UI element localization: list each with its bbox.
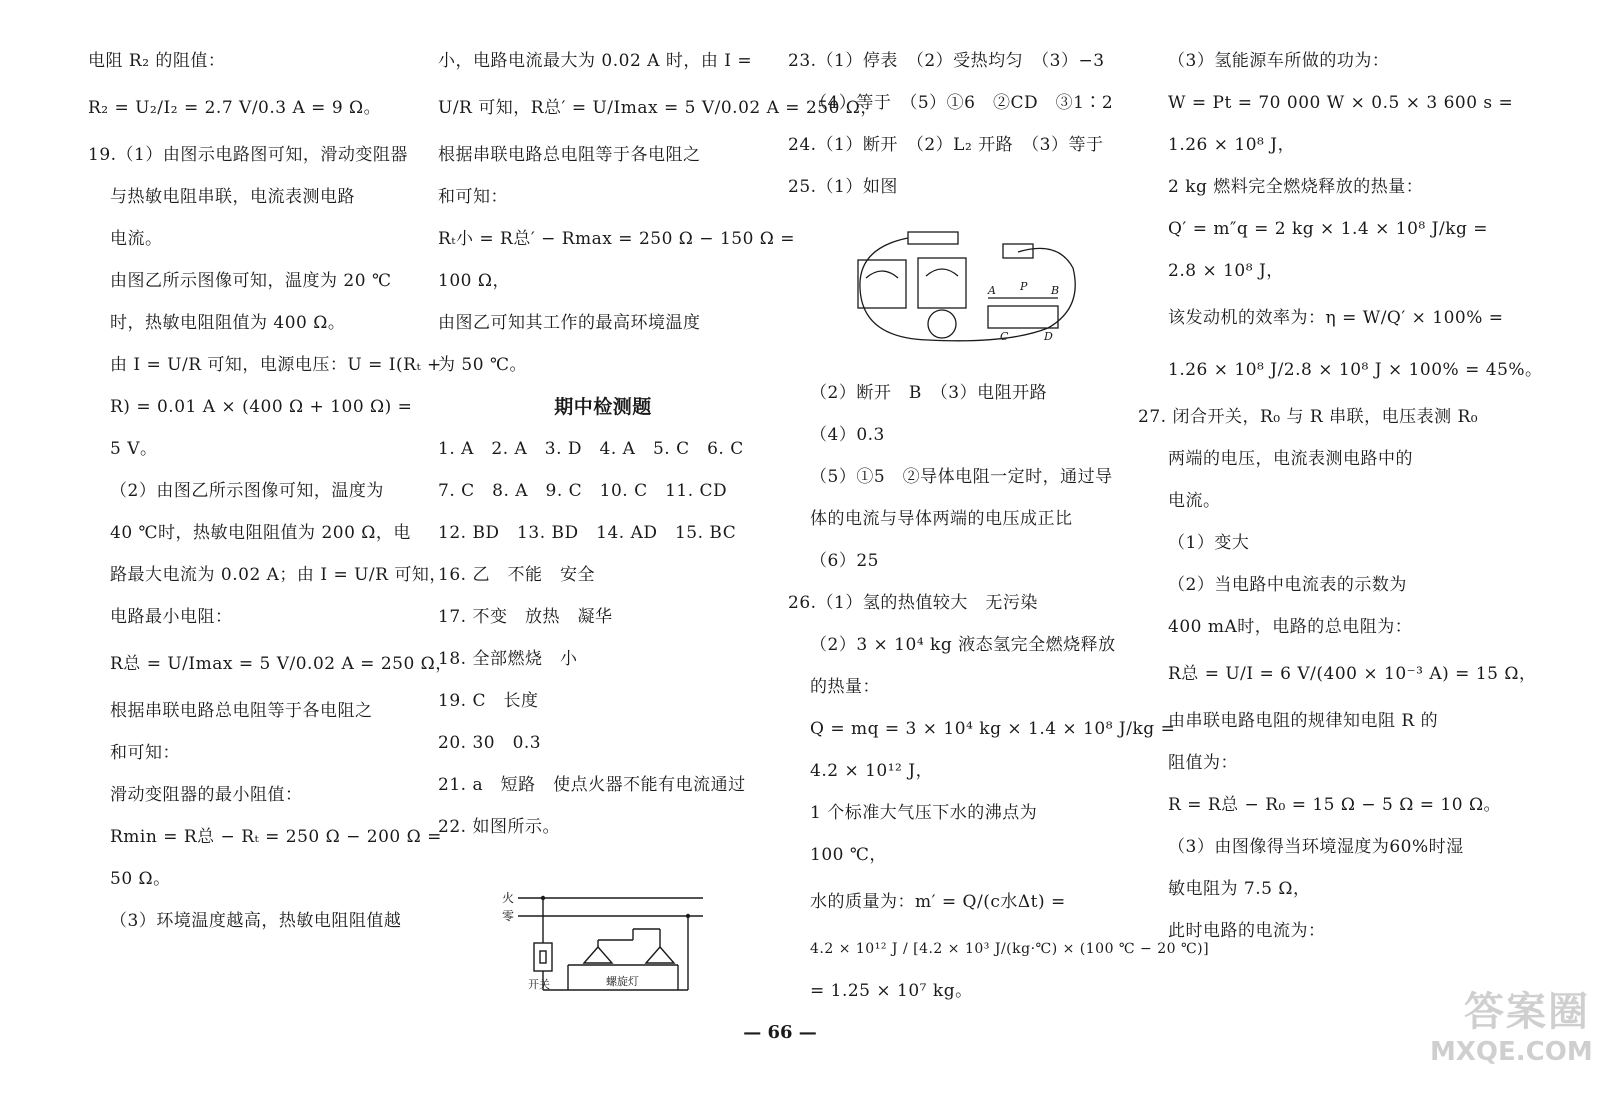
text-line: 与热敏电阻串联，电流表测电路 [110,187,355,207]
question-27-heading: 27. 闭合开关，R₀ 与 R 串联，电压表测 R₀ [1138,407,1479,427]
text-line: 根据串联电路总电阻等于各电阻之 [110,701,373,721]
switch-icon [1003,244,1033,258]
ammeter-scale [926,269,958,276]
text-line: 为 50 ℃。 [438,355,527,375]
equation-line: R) = 0.01 A × (400 Ω + 100 Ω) = [110,397,413,417]
answer-line: （2）断开 B （3）电阻开路 [810,383,1048,403]
switch-toggle [540,951,546,963]
equation-line: 1.26 × 10⁸ J/2.8 × 10⁸ J × 100% = 45%。 [1168,360,1543,380]
column-1 [88,40,453,942]
answer-line: 21. a 短路 使点火器不能有电流通过 [438,775,746,795]
text-line: 阻值为： [1168,753,1238,773]
equation-line: 路最大电流为 0.02 A；由 I = U/R 可知， [110,565,447,585]
text-line: 40 ℃时，热敏电阻阻值为 200 Ω，电 [110,523,411,543]
section-title: 期中检测题 [554,396,652,418]
text-line: 2 kg 燃料完全燃烧释放的热量： [1168,177,1424,197]
terminal-a-label: A [988,284,996,297]
equation-line: R = R总 − R₀ = 15 Ω − 5 Ω = 10 Ω。 [1168,795,1502,815]
text-line: 根据串联电路总电阻等于各电阻之 [438,145,701,165]
text-line: 时，热敏电阻阻值为 400 Ω。 [110,313,346,333]
junction-dot [541,896,545,900]
equation-line: Rₜ小 = R总′ − Rmax = 250 Ω − 150 Ω = [438,229,796,249]
equation-line: = 1.25 × 10⁷ kg。 [810,981,973,1001]
answer-line: 17. 不变 放热 凝华 [438,607,613,627]
answer-line: 18. 全部燃烧 小 [438,649,578,669]
text-line: 100 Ω， [438,271,510,291]
page-number: — 66 — [743,1022,817,1043]
text-line: （3）环境温度越高，热敏电阻阻值越 [110,911,402,931]
answer-line: 22. 如图所示。 [438,817,560,837]
answer-line: 23.（1）停表 （2）受热均匀 （3）−3 [788,51,1105,71]
answer-line: 7. C 8. A 9. C 10. C 11. CD [438,481,728,501]
voltmeter-icon [858,260,906,308]
text-line: 和可知： [110,743,180,763]
text-line: 400 mA时，电路的总电阻为： [1168,617,1413,637]
answer-line: 26.（1）氢的热值较大 无污染 [788,593,1038,613]
junction-dot [686,914,690,918]
text-line: 滑动变阻器的最小阻值： [110,785,303,805]
terminal-d-label: D [1044,330,1053,343]
text-line: 电路最小电阻： [110,607,233,627]
answer-line: 12. BD 13. BD 14. AD 15. BC [438,523,737,543]
answer-line: 体的电流与导体两端的电压成正比 [810,509,1073,529]
text-line: 1 个标准大气压下水的沸点为 [810,803,1038,823]
equation-line: W = Pt = 70 000 W × 0.5 × 3 600 s = [1168,93,1514,113]
column-4 [1138,40,1543,952]
watermark-text: 答案圈 [1464,989,1590,1035]
watermark-url: MXQE.COM [1430,1037,1593,1067]
answer-line: 16. 乙 不能 安全 [438,565,595,585]
question-19-heading: 19.（1）由图示电路图可知，滑动变阻器 [88,145,408,165]
text-line: 由串联电路电阻的规律知电阻 R 的 [1168,711,1439,731]
answer-line: （6）25 [810,551,879,571]
text-line: 电流。 [1168,491,1221,511]
equation-line: 由 I = U/R 可知，电源电压：U = I(Rₜ + [110,355,442,375]
equation-line: Q = mq = 3 × 10⁴ kg × 1.4 × 10⁸ J/kg = [810,719,1176,739]
text-line: 小，电路电流最大为 0.02 A 时，由 I = [438,51,753,71]
equation-line: R总 = U/I = 6 V/(400 × 10⁻³ A) = 15 Ω， [1168,664,1537,684]
equation-line: R₂ = U₂/I₂ = 2.7 V/0.3 A = 9 Ω。 [88,98,382,118]
equation-line: U/R 可知，R总′ = U/Imax = 5 V/0.02 A = 250 Ω， [438,98,878,118]
equation-line: 4.2 × 10¹² J / [4.2 × 10³ J/(kg·℃) × (100 ℃ − 20 ℃)] [810,941,1210,957]
text-line: 50 Ω。 [110,869,171,889]
lamp-2-icon [646,947,674,963]
answer-line: 1. A 2. A 3. D 4. A 5. C 6. C [438,439,744,459]
text-line: 电流。 [110,229,163,249]
lamp-label: 螺旋灯 [606,975,639,988]
answer-line: 19. C 长度 [438,691,539,711]
text-line: 由图乙可知其工作的最高环境温度 [438,313,701,333]
wiring-diagram-figure [498,885,708,1000]
text-line: （2）当电路中电流表的示数为 [1168,575,1407,595]
equation-line: 该发动机的效率为：η = W/Q′ × 100% = [1168,308,1504,328]
voltmeter-scale [866,271,898,278]
switch-label: 开关 [528,978,550,991]
text-line: （3）氢能源车所做的功为： [1168,51,1390,71]
answer-line: 20. 30 0.3 [438,733,542,753]
text-line: 5 V。 [110,439,158,459]
answer-line: （5）①5 ②导体电阻一定时，通过导 [810,467,1113,487]
watermark-logo [1430,980,1593,1067]
slider-p-label: P [1020,280,1028,293]
answer-line: （4）等于 （5）①6 ②CD ③1∶2 [810,93,1114,113]
answer-line: （2）3 × 10⁴ kg 液态氢完全燃烧释放 [810,635,1116,655]
resistor-coil-icon [928,310,956,338]
text-line: 此时电路的电流为： [1168,921,1326,941]
text-line: （1）变大 [1168,533,1250,553]
rheostat-icon [988,306,1058,328]
terminal-c-label: C [1000,330,1009,343]
text-line: 两端的电压，电流表测电路中的 [1168,449,1413,469]
neutral-wire-label: 零 [502,909,515,923]
text-line: 由图乙所示图像可知，温度为 20 ℃ [110,271,392,291]
equation-line: 1.26 × 10⁸ J， [1168,135,1296,155]
connecting-wire [860,238,1075,341]
text-line: 100 ℃， [810,845,887,865]
equation-line: 4.2 × 10¹² J， [810,761,934,781]
ammeter-icon [918,258,966,308]
text-line: 敏电阻为 7.5 Ω， [1168,879,1311,899]
equation-line: 水的质量为：m′ = Q/(c水Δt) = [810,892,1066,912]
answer-line: 24.（1）断开 （2）L₂ 开路 （3）等于 [788,135,1104,155]
equation-line: R总 = U/Imax = 5 V/0.02 A = 250 Ω， [110,654,453,674]
text-line: 电阻 R₂ 的阻值： [88,51,226,71]
equation-line: Q′ = m″q = 2 kg × 1.4 × 10⁸ J/kg = [1168,219,1489,239]
terminal-b-label: B [1051,284,1060,297]
battery-icon [908,232,958,244]
text-line: （2）由图乙所示图像可知，温度为 [110,481,384,501]
switch-box [534,943,552,971]
text-line: 和可知： [438,187,508,207]
lamp-1-icon [584,947,612,963]
live-wire-label: 火 [502,891,515,905]
equation-line: Rmin = R总 − Rₜ = 250 Ω − 200 Ω = [110,827,442,847]
equation-line: 2.8 × 10⁸ J， [1168,261,1284,281]
answer-line: 25.（1）如图 [788,177,898,197]
answer-line: （4）0.3 [810,425,885,445]
circuit-experiment-figure [848,228,1088,348]
text-line: （3）由图像得当环境湿度为60%时湿 [1168,837,1464,857]
answer-line: 的热量： [810,677,880,697]
